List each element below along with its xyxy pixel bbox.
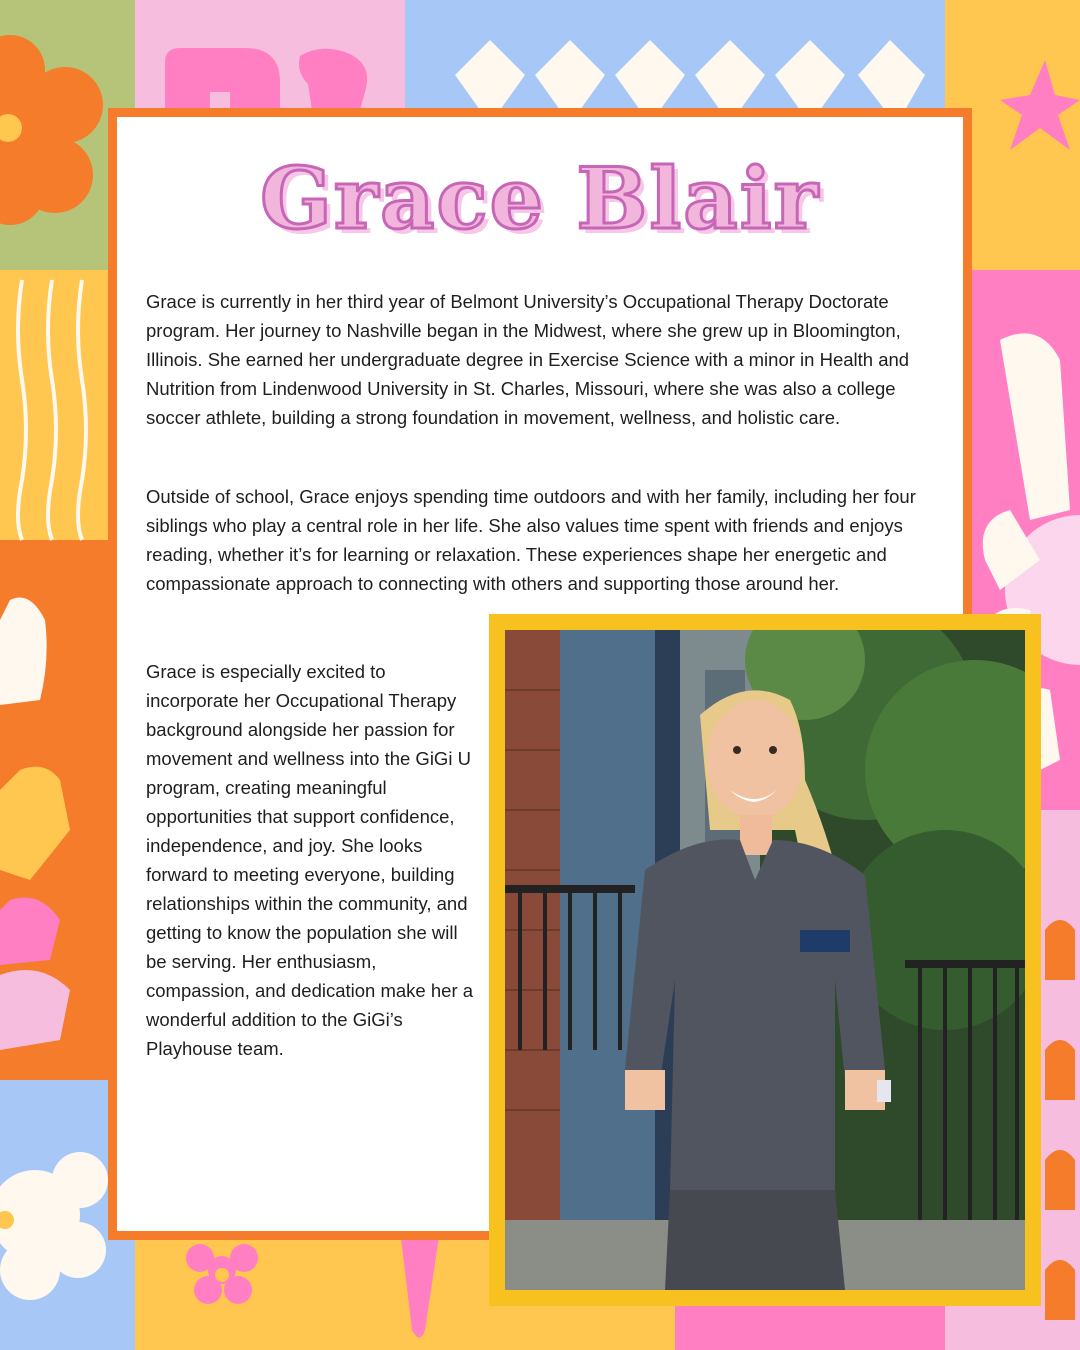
profile-photo-frame <box>489 614 1041 1306</box>
profile-photo <box>505 630 1025 1290</box>
bio-paragraph-1: Grace is currently in her third year of Belmont University’s Occupational Therapy Doctorate program. Her journey to Nashville began in the Midwest, where she grew up in Bloomington, Illinois. She earned her undergraduate degree in Exercise Science with a minor in Health and Nutrition from Lindenwood University in St. Charles, Missouri, where she was also a college soccer athlete, building a strong foundation in movement, wellness, and holistic care. <box>146 291 910 428</box>
profile-name-heading: Grace Blair <box>260 149 820 248</box>
bio-paragraph-3: Grace is especially excited to incorporate her Occupational Therapy background alongside her passion for movement and wellness into the GiGi U program, creating meaningful opportunities that support confidence, independence, and joy. She looks forward to meeting everyone, building relationships within the community, and getting to know the population she will be serving. Her enthusiasm, compassion, and dedication make her a wonderful addition to the GiGi’s Playhouse team. <box>146 661 474 1059</box>
bio-paragraph-2: Outside of school, Grace enjoys spending time outdoors and with her family, including her four siblings who play a central role in her life. She also values time spent with friends and enjoys reading, whether it’s for learning or relaxation. These experiences shape her energetic and compassionate approach to connecting with others and supporting those around her. <box>146 486 916 594</box>
